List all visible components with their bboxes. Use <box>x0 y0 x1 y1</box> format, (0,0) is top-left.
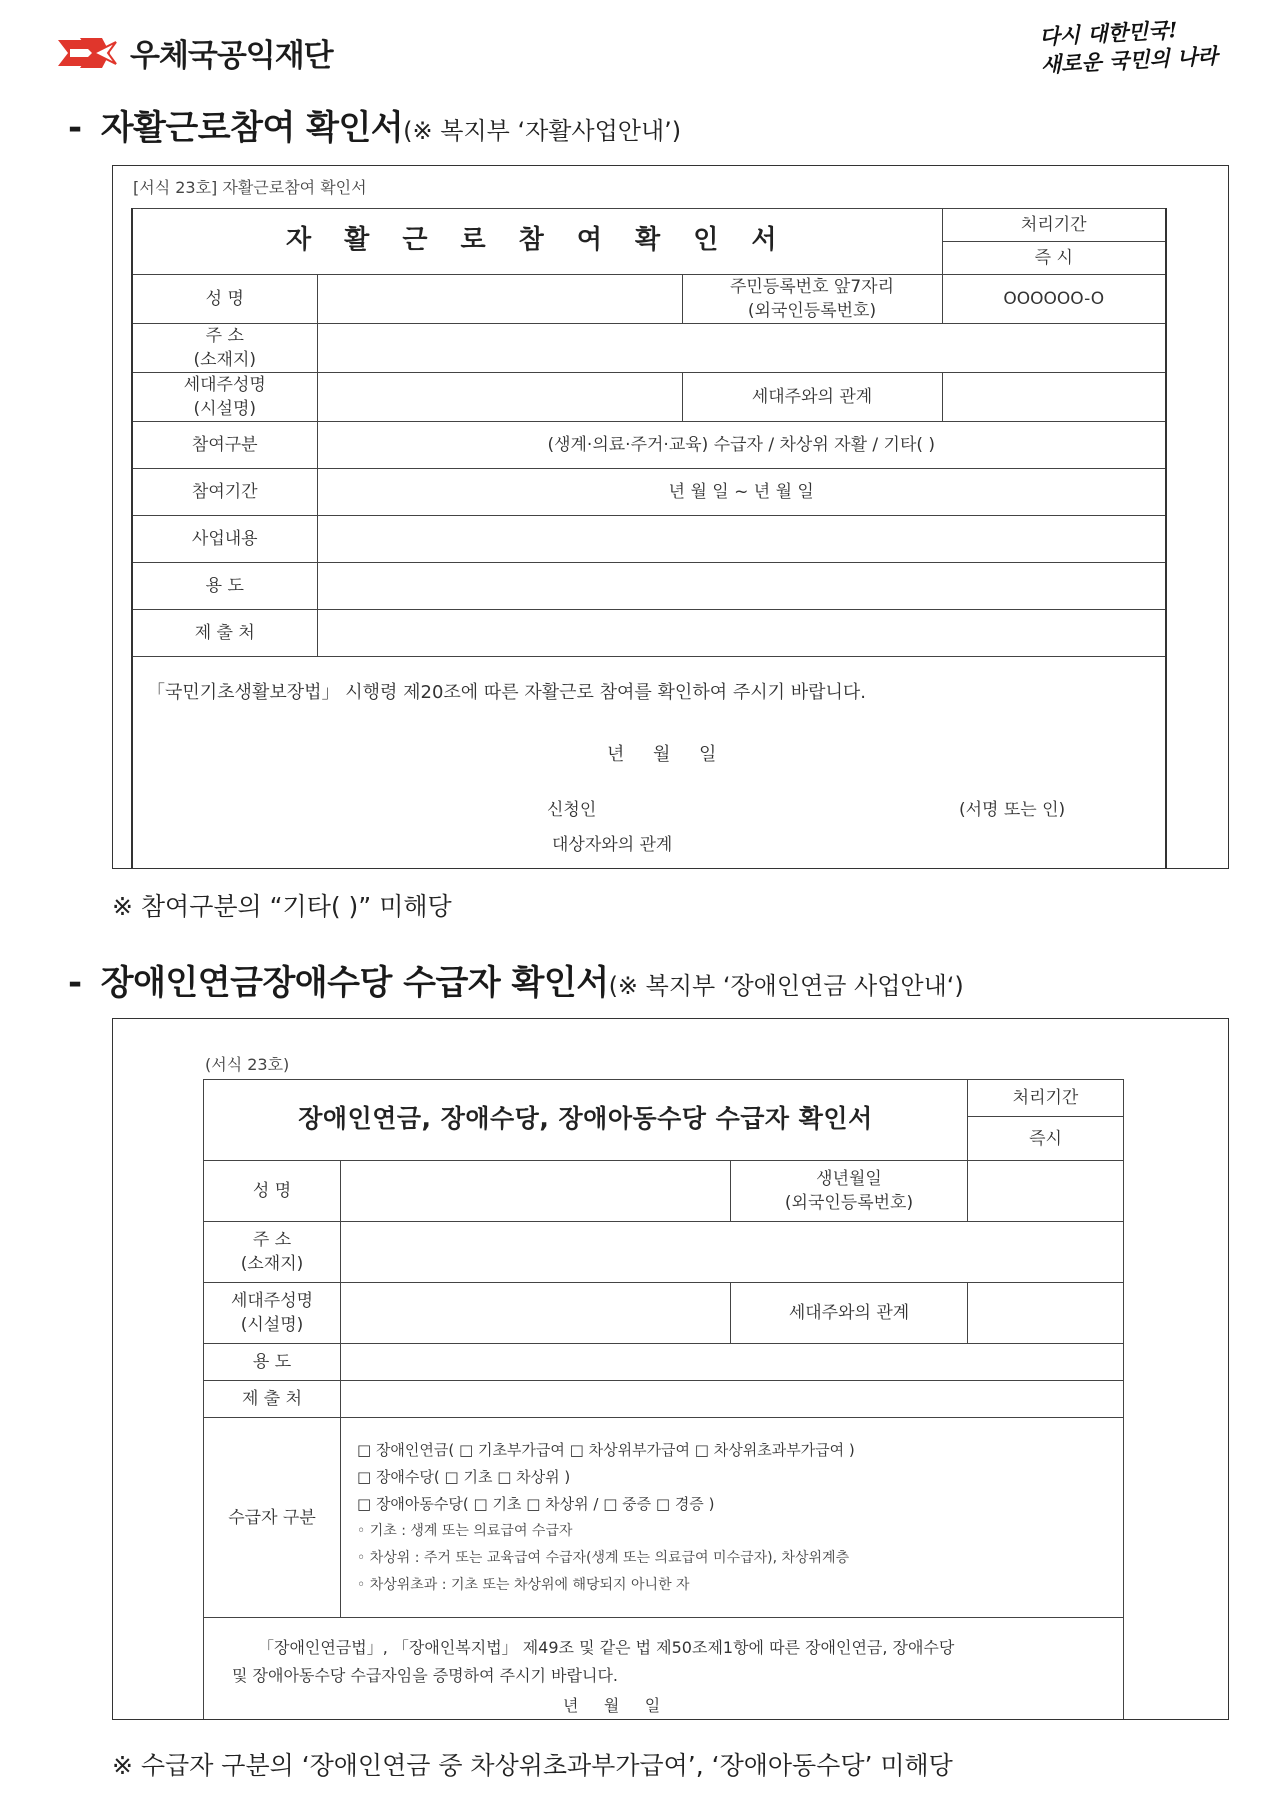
form2-purpose-label: 용 도 <box>204 1344 341 1381</box>
form1-request-area <box>132 657 1166 870</box>
form1-sign-label: (서명 또는 인) <box>959 800 1066 820</box>
section1-note: ※ 참여구분의 “기타( )” 미해당 <box>112 892 452 921</box>
form2-request-line2: 및 장애아동수당 수급자임을 증명하여 주시기 바랍니다. <box>232 1666 619 1685</box>
slogan-line-2: 새로운 국민의 나라 <box>1040 42 1219 78</box>
slogan-line-1: 다시 대한민국! <box>1038 17 1179 50</box>
section2-form-image <box>112 1018 1229 1720</box>
form2-relation-value <box>968 1283 1124 1344</box>
form1-id-label-sub: (외국인등록번호) <box>747 301 877 321</box>
form1-name-value <box>317 275 682 324</box>
option-disability-allowance: □ 장애수당( □ 기초 □ 차상위 ) <box>357 1467 571 1486</box>
form2-householder-value <box>341 1283 731 1344</box>
form2-householder-label-cell <box>204 1283 341 1344</box>
definition-basic: ◦ 기초 : 생계 또는 의료급여 수급자 <box>357 1522 573 1539</box>
form2-table <box>203 1079 1124 1720</box>
slogan <box>1039 13 1242 79</box>
form1-participation-value: (생계·의료·주거·교육) 수급자 / 차상위 자활 / 기타( ) <box>317 422 1166 469</box>
form2-name-value <box>341 1161 731 1222</box>
form1-target-relation-label: 대상자와의 관계 <box>552 835 673 855</box>
form1-address-value <box>317 324 1166 373</box>
form1-table <box>131 208 1167 869</box>
form1-householder-label: 세대주성명 <box>183 375 266 395</box>
form1-title-cell <box>132 209 942 275</box>
logo-text: 우체국공익재단 <box>130 38 333 74</box>
form1-name-label: 성 명 <box>132 275 317 324</box>
option-disability-pension: □ 장애인연금( □ 기초부가급여 □ 차상위부가급여 □ 차상위초과부가급여 ) <box>357 1440 855 1459</box>
form1-submit-label: 제 출 처 <box>132 610 317 657</box>
postal-bird-logo-icon <box>58 36 120 70</box>
form2-submit-label: 제 출 처 <box>204 1381 341 1418</box>
section2-dash: - <box>68 963 82 1003</box>
definition-above-near-poverty: ◦ 차상위초과 : 기초 또는 차상위에 해당되지 아니한 자 <box>357 1576 690 1593</box>
form2-recipient-options <box>341 1418 1124 1618</box>
form2-householder-sub: (시설명) <box>240 1315 304 1335</box>
form1-period-label: 처리기간 <box>942 209 1166 242</box>
section1-dash: - <box>68 108 82 148</box>
form2-birth-label: 생년월일 <box>816 1169 882 1189</box>
form1-address-label: 주 소 <box>205 326 244 346</box>
form1-relation-value <box>942 373 1166 422</box>
form2-submit-value <box>341 1381 1124 1418</box>
form1-request-text: 「국민기초생활보장법」 시행령 제20조에 따른 자활근로 참여를 확인하여 주시기 바랍니다. <box>147 682 866 703</box>
form2-tag: (서식 23호) <box>205 1055 290 1074</box>
section2-note: ※ 수급자 구분의 ‘장애인연금 중 차상위초과부가급여’, ‘장애아동수당’ 미해당 <box>112 1751 953 1780</box>
form1-submit-value <box>317 610 1166 657</box>
section2-title: 장애인연금장애수당 수급자 확인서 <box>100 963 609 1003</box>
form1-content-value <box>317 516 1166 563</box>
form1-purpose-value <box>317 563 1166 610</box>
form2-address-label-cell <box>204 1222 341 1283</box>
form2-title-cell <box>204 1080 968 1161</box>
form1-address-label-cell <box>132 324 317 373</box>
definition-near-poverty: ◦ 차상위 : 주거 또는 교육급여 수급자(생계 또는 의료급여 미수급자), 차상위계층 <box>357 1549 850 1566</box>
form2-householder-label: 세대주성명 <box>230 1291 314 1311</box>
form2-birth-label-cell <box>731 1161 968 1222</box>
form2-relation-label: 세대주와의 관계 <box>731 1283 968 1344</box>
form2-request-line1: 「장애인연금법」, 「장애인복지법」 제49조 및 같은 법 제50조제1항에 따른 장애인연금, 장애수당 <box>258 1638 955 1657</box>
form1-householder-label-cell <box>132 373 317 422</box>
form1-id-value: OOOOOO-O <box>942 275 1166 324</box>
form2-request-area <box>204 1618 1124 1721</box>
section1-source: (※ 복지부 ‘자활사업안내’) <box>403 117 682 145</box>
form2-address-label: 주 소 <box>252 1230 292 1250</box>
section1-heading <box>68 100 681 149</box>
form1-relation-label: 세대주와의 관계 <box>682 373 942 422</box>
form1-id-label-cell <box>682 275 942 324</box>
form2-purpose-value <box>341 1344 1124 1381</box>
form1-title: 자 활 근 로 참 여 확 인 서 <box>286 225 789 255</box>
form1-address-sub: (소재지) <box>193 350 257 370</box>
form1-applicant-label: 신청인 <box>547 800 597 820</box>
foundation-logo <box>58 30 333 75</box>
form1-householder-value <box>317 373 682 422</box>
form2-address-value <box>341 1222 1124 1283</box>
form2-date-cut: 년 월 일 <box>563 1696 661 1715</box>
section2-heading <box>68 955 964 1004</box>
option-child-allowance: □ 장애아동수당( □ 기초 □ 차상위 / □ 중증 □ 경증 ) <box>357 1494 715 1513</box>
form1-duration-value: 년 월 일 ~ 년 월 일 <box>317 469 1166 516</box>
form2-birth-sub: (외국인등록번호) <box>784 1193 914 1213</box>
form2-birth-value <box>968 1161 1124 1222</box>
form2-address-sub: (소재지) <box>240 1254 304 1274</box>
section2-source: (※ 복지부 ‘장애인연금 사업안내‘) <box>608 972 964 1000</box>
form2-name-label: 성 명 <box>204 1161 341 1222</box>
form1-participation-label: 참여구분 <box>132 422 317 469</box>
form1-householder-sub: (시설명) <box>193 399 257 419</box>
form1-date: 년 월 일 <box>607 744 717 765</box>
form1-id-label: 주민등록번호 앞7자리 <box>729 277 895 297</box>
section1-title: 자활근로참여 확인서 <box>100 108 404 148</box>
form2-period-value: 즉시 <box>968 1117 1124 1161</box>
section1-form-image <box>112 165 1229 869</box>
form1-period-value: 즉 시 <box>942 242 1166 275</box>
form1-tag: [서식 23호] 자활근로참여 확인서 <box>133 178 367 197</box>
form1-content-label: 사업내용 <box>132 516 317 563</box>
form1-purpose-label: 용 도 <box>132 563 317 610</box>
form2-recipient-label: 수급자 구분 <box>204 1418 341 1618</box>
form1-duration-label: 참여기간 <box>132 469 317 516</box>
form2-period-label: 처리기간 <box>968 1080 1124 1117</box>
form2-title: 장애인연금, 장애수당, 장애아동수당 수급자 확인서 <box>298 1103 873 1133</box>
